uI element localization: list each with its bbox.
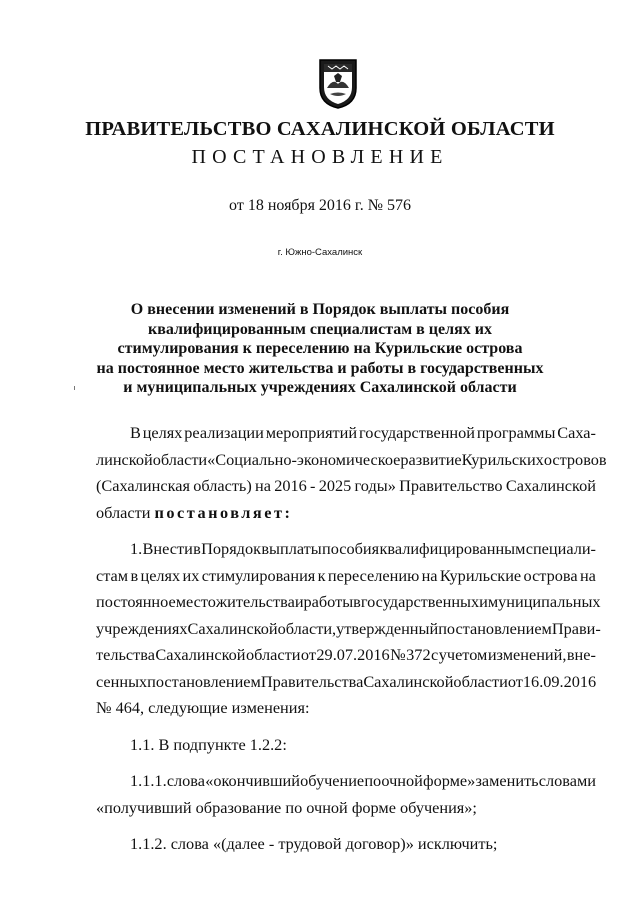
subject-line: квалифицированным специалистам в целях их [148,320,492,338]
word: В [130,423,141,442]
word: 2016 [274,476,307,495]
word: - [310,476,316,495]
word: развитие [400,449,462,469]
word: словами [538,771,596,790]
word: постановлением [438,618,552,638]
body-line [96,768,596,795]
word: утвержденный [336,618,439,638]
word: Курильских [461,449,544,469]
word: жительства [215,592,295,611]
government-title: ПРАВИТЕЛЬСТВО САХАЛИНСКОЙ ОБЛАСТИ [85,118,555,140]
resolution-keyword: постановляет: [154,502,293,522]
word: 29.07.2016 [316,645,390,664]
word: от [507,671,523,691]
word: годы» [354,476,396,495]
body-line [96,563,596,590]
word: 372 [406,645,431,664]
word: № [390,645,406,664]
subject-line: О внесении изменений в Порядок выплаты пособия [130,301,510,318]
word: области [453,671,508,691]
body-line: № 464, следующие изменения: [96,698,310,717]
word: государственных [360,592,480,611]
word: и [294,592,304,611]
word: 1. [130,539,143,558]
document-date-number: от 18 ноября 2016 г. № 576 [229,197,411,214]
word: Сахалинской [155,645,246,664]
body-line [96,420,596,447]
body-line [96,447,607,474]
word: в [130,565,139,585]
word: очной [381,771,423,790]
word: на [579,565,596,585]
word: мероприятий [265,423,358,442]
word: Сахалинской [505,476,596,495]
word: островов [543,449,607,469]
body-line [96,642,596,669]
body-line [96,589,601,616]
word: Правительство [399,476,503,495]
word: от [300,645,316,664]
word: (Сахалинская [96,476,190,495]
word: целях [142,423,183,442]
word: 2025 [318,476,352,495]
word: линской [96,449,153,469]
word: тельства [96,645,155,664]
word: области, [277,618,337,638]
document-body [96,420,607,858]
word: слова [166,771,206,790]
word: в [193,539,201,558]
document-type: ПОСТАНОВЛЕНИЕ [191,146,449,168]
body-line [96,669,596,696]
word: Прави- [551,618,601,638]
word: с [431,645,439,664]
word: Сахалинской [363,671,454,691]
word: место [175,592,216,611]
body-line [96,500,596,527]
word: заменить [475,771,539,790]
word: «окончивший [205,771,300,790]
word: острова [523,565,578,585]
word: в [353,592,361,611]
word: области [152,449,208,469]
word: форме» [423,771,476,790]
scan-speck [74,386,75,390]
word: Внести [142,539,193,558]
word: учетом [438,645,488,664]
word: работы [303,592,354,611]
word: государственной [358,423,475,442]
word: стимулирования [201,565,316,585]
word: пособия [322,539,380,558]
body-line: 1.1.2. слова «(далее - трудовой договор)» исключить; [130,834,498,853]
subject-line: стимулирования к переселению на Курильские острова [117,340,523,357]
word: обучение [300,771,365,790]
word: области [245,645,301,664]
word: квалифицированным [379,539,526,558]
body-line: 1.1. В подпункте 1.2.2: [130,734,287,754]
word: Сахалинской [187,618,278,638]
word: и [479,592,488,611]
word: сенных [96,671,148,691]
coat-of-arms-icon [318,58,358,110]
word: на [255,476,271,495]
word: муниципальных [487,592,601,611]
word: Курильские [439,565,522,585]
word: Правительства [260,671,364,691]
word: область) [193,476,252,495]
word: Порядок [201,539,262,558]
word: 16.09.2016 [522,671,597,691]
word: учреждениях [96,618,188,638]
word: Саха- [557,423,596,442]
word: выплаты [261,539,322,558]
word: к [317,565,326,585]
word: специали- [525,539,596,558]
subject-line: на постоянное место жительства и работы в государственных [96,359,544,377]
issue-city: г. Южно-Сахалинск [277,247,363,258]
word: постоянное [96,592,176,611]
word: их [182,565,200,585]
word: постановлением [147,671,261,691]
word: по [364,771,382,790]
word: 1.1.1. [130,771,167,790]
word: переселению [327,565,420,585]
body-line [96,536,596,563]
document-subject [0,300,640,398]
word: на [421,565,438,585]
word: реализации [184,423,264,442]
subject-line: и муниципальных учреждениях Сахалинской области [123,379,517,396]
body-line [96,473,596,500]
word: целях [140,565,181,585]
body-text: области [96,502,155,522]
word: «Социально-экономическое [207,449,401,469]
word: стам [96,565,129,585]
body-line [96,616,601,643]
word: изменений, [487,645,567,664]
word: программы [476,423,556,442]
body-line: «получивший образование по очной форме обучения»; [96,797,477,817]
word: вне- [566,645,596,664]
